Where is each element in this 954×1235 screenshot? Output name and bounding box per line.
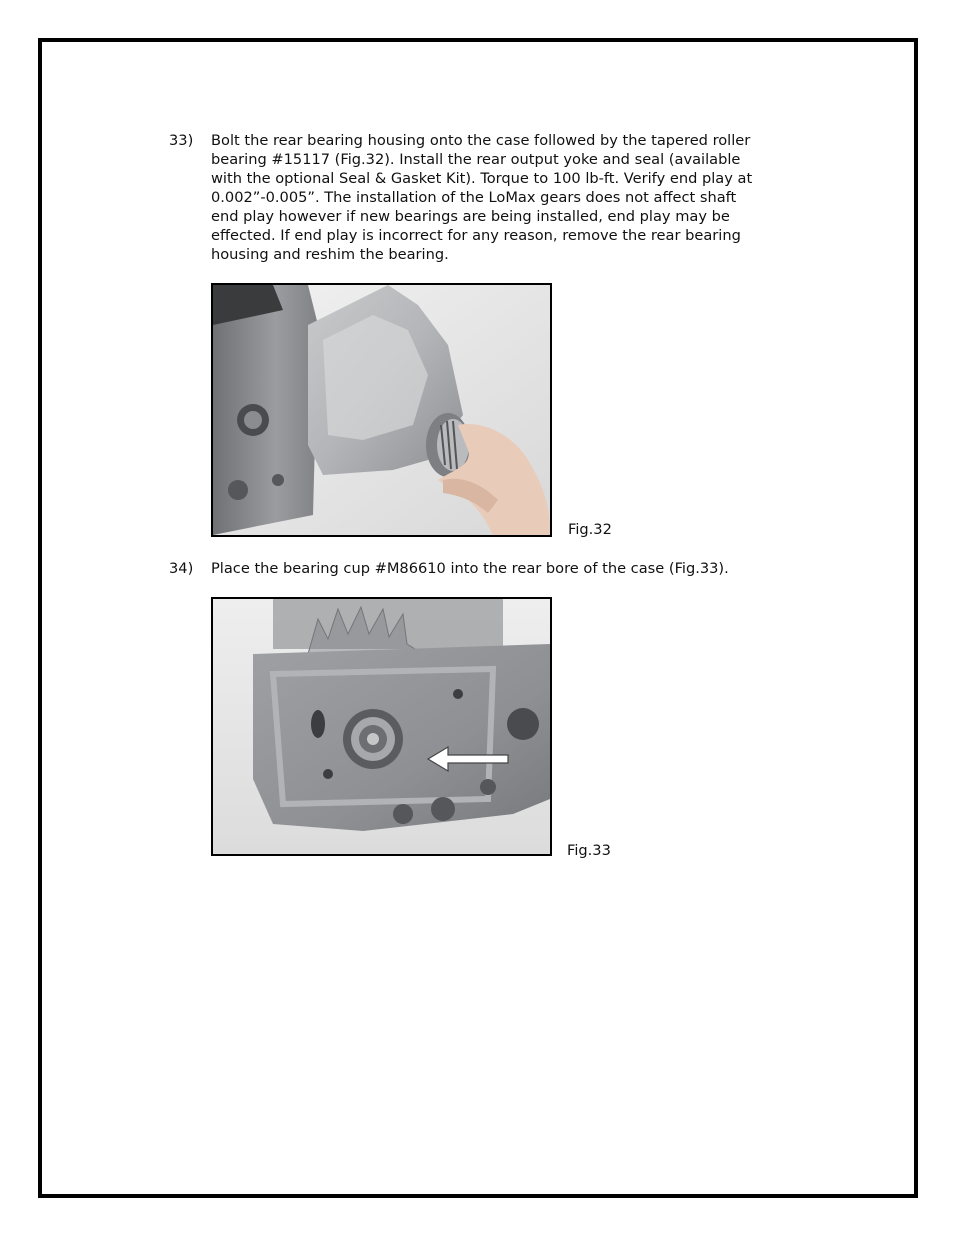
- step-33: [169, 131, 849, 271]
- step-34: [169, 559, 849, 579]
- step-number: 34): [169, 560, 194, 577]
- text-line: bearing #15117 (Fig.32). Install the rear output yoke and seal (available: [211, 151, 741, 168]
- text-line: 0.002”-0.005”. The installation of the LoMax gears does not affect shaft: [211, 189, 737, 206]
- step-text: [211, 559, 831, 578]
- text-line: effected. If end play is incorrect for any reason, remove the rear bearing: [211, 227, 741, 244]
- fig33-photo: [211, 597, 552, 856]
- text-line: with the optional Seal & Gasket Kit). Torque to 100 lb-ft. Verify end play at: [211, 170, 753, 187]
- fig32-caption: Fig.32: [568, 521, 612, 538]
- fig32-photo: [211, 283, 552, 537]
- text-line: Place the bearing cup #M86610 into the rear bore of the case (Fig.33).: [211, 560, 729, 577]
- step-number: 33): [169, 132, 194, 149]
- text-line: housing and reshim the bearing.: [211, 246, 449, 263]
- step-text: [211, 131, 831, 264]
- fig33-caption: Fig.33: [567, 842, 611, 859]
- text-line: Bolt the rear bearing housing onto the case followed by the tapered roller: [211, 132, 751, 149]
- text-line: end play however if new bearings are being installed, end play may be: [211, 208, 730, 225]
